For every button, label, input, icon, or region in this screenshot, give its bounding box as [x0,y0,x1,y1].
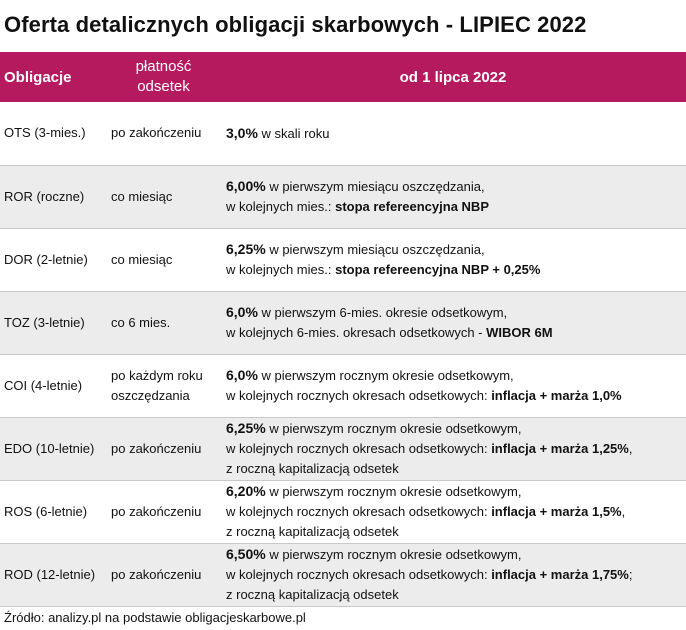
rate-value: 6,0% [226,367,258,383]
rate-line1-text: w skali roku [257,125,330,141]
interest-payment [107,417,220,480]
interest-payment [107,102,220,165]
payment-line2: oszczędzania [111,387,190,403]
bond-name: ROS (6-letnie) [4,503,88,519]
payment-line1: po każdym roku [111,367,203,383]
interest-payment [107,480,220,543]
table-row [0,417,686,480]
rate-description [220,165,686,228]
rate-line1 [226,302,686,323]
header-payment-line1: płatność [135,58,192,75]
rate-line2-text: w kolejnych mies.: [226,262,336,277]
rate-line2-text: w kolejnych rocznych okresach odsetkowych: [226,441,492,456]
rate-line2-bold: inflacja + marża 1,0% [491,388,622,403]
rate-line2-bold: inflacja + marża 1,75% [491,567,629,582]
payment-line1: co miesiąc [111,251,173,267]
rate-description [220,543,686,606]
table-row [0,102,686,165]
rate-line1 [226,481,686,502]
header-bond-name: Obligacje [4,68,72,86]
rate-line2-bold: WIBOR 6M [486,325,553,340]
rate-line2-tail: ; [628,567,633,582]
rate-description [220,480,686,543]
rate-line2 [226,386,686,406]
rate-line1-text: w pierwszym rocznym okresie odsetkowym, [265,421,522,436]
rate-line2-tail: , [621,504,626,519]
rate-line2-text: w kolejnych rocznych okresach odsetkowych: [226,567,492,582]
rate-line2 [226,323,686,343]
rate-line1 [226,365,686,386]
rate-line2-bold: stopa refereencyjna NBP + 0,25% [335,262,541,277]
bond-name: ROR (roczne) [4,188,85,204]
bonds-table [0,52,686,607]
payment-line1: po zakończeniu [111,440,202,456]
rate-description [220,228,686,291]
rate-description [220,102,686,165]
rate-line1-text: w pierwszym rocznym okresie odsetkowym, [257,368,514,383]
rate-description [220,417,686,480]
rate-line2 [226,565,686,585]
bond-name: DOR (2-letnie) [4,251,88,267]
bond-name: OTS (3-mies.) [4,125,86,141]
table-row [0,354,686,417]
rate-line1 [226,544,686,565]
table-row [0,543,686,606]
rate-line3: z roczną kapitalizacją odsetek [226,461,399,476]
table-row [0,291,686,354]
rate-line1 [226,176,686,197]
interest-payment [107,543,220,606]
header-interest-payment [107,52,220,102]
header-payment-line2: odsetek [137,78,190,95]
rate-line3: z roczną kapitalizacją odsetek [226,587,399,602]
table-header [0,52,686,102]
interest-payment [107,165,220,228]
payment-line1: po zakończeniu [111,125,202,141]
rate-line1-text: w pierwszym rocznym okresie odsetkowym, [265,547,522,562]
payment-line1: co miesiąc [111,188,173,204]
bond-name: COI (4-letnie) [4,377,83,393]
rate-value: 6,25% [226,241,266,257]
rate-line1 [226,418,686,439]
table-row [0,480,686,543]
rate-line3: z roczną kapitalizacją odsetek [226,524,399,539]
rate-description [220,291,686,354]
rate-line1 [226,123,686,144]
rate-line2-bold: stopa refereencyjna NBP [335,199,489,214]
bond-name: TOZ (3-letnie) [4,314,85,330]
rate-line2-text: w kolejnych mies.: [226,199,336,214]
page-title: Oferta detalicznych obligacji skarbowych - LIPIEC 2022 [4,12,587,37]
payment-line1: co 6 mies. [111,314,171,330]
rate-line2 [226,439,686,459]
rate-line2 [226,260,686,280]
rate-line1-text: w pierwszym miesiącu oszczędzania, [265,179,485,194]
rate-line2-text: w kolejnych 6-mies. okresach odsetkowych - [226,325,487,340]
rate-line2-text: w kolejnych rocznych okresach odsetkowych: [226,388,492,403]
rate-line2-bold: inflacja + marża 1,25% [491,441,629,456]
interest-payment [107,291,220,354]
rate-value: 6,25% [226,420,266,436]
interest-payment [107,228,220,291]
rate-description [220,354,686,417]
rate-value: 3,0% [226,124,258,141]
rate-line2-bold: inflacja + marża 1,5% [491,504,622,519]
bond-name: EDO (10-letnie) [4,440,95,456]
table-row [0,228,686,291]
rate-value: 6,50% [226,546,266,562]
rate-line1-text: w pierwszym rocznym okresie odsetkowym, [265,484,522,499]
payment-line1: po zakończeniu [111,503,202,519]
rate-line1-text: w pierwszym miesiącu oszczędzania, [265,242,485,257]
rate-line2 [226,197,686,217]
header-rate-from-july: od 1 lipca 2022 [399,68,507,86]
rate-line1 [226,239,686,260]
interest-payment [107,354,220,417]
rate-value: 6,20% [226,483,266,499]
payment-line1: po zakończeniu [111,566,202,582]
bond-name: ROD (12-letnie) [4,566,96,582]
rate-line2-text: w kolejnych rocznych okresach odsetkowych: [226,504,492,519]
table-row [0,165,686,228]
source-note: Źródło: analizy.pl na podstawie obligacjeskarbowe.pl [4,610,306,625]
rate-line1-text: w pierwszym 6-mies. okresie odsetkowym, [257,305,508,320]
rate-line2-tail: , [628,441,633,456]
rate-line2 [226,502,686,522]
rate-value: 6,0% [226,304,258,320]
rate-value: 6,00% [226,178,266,194]
